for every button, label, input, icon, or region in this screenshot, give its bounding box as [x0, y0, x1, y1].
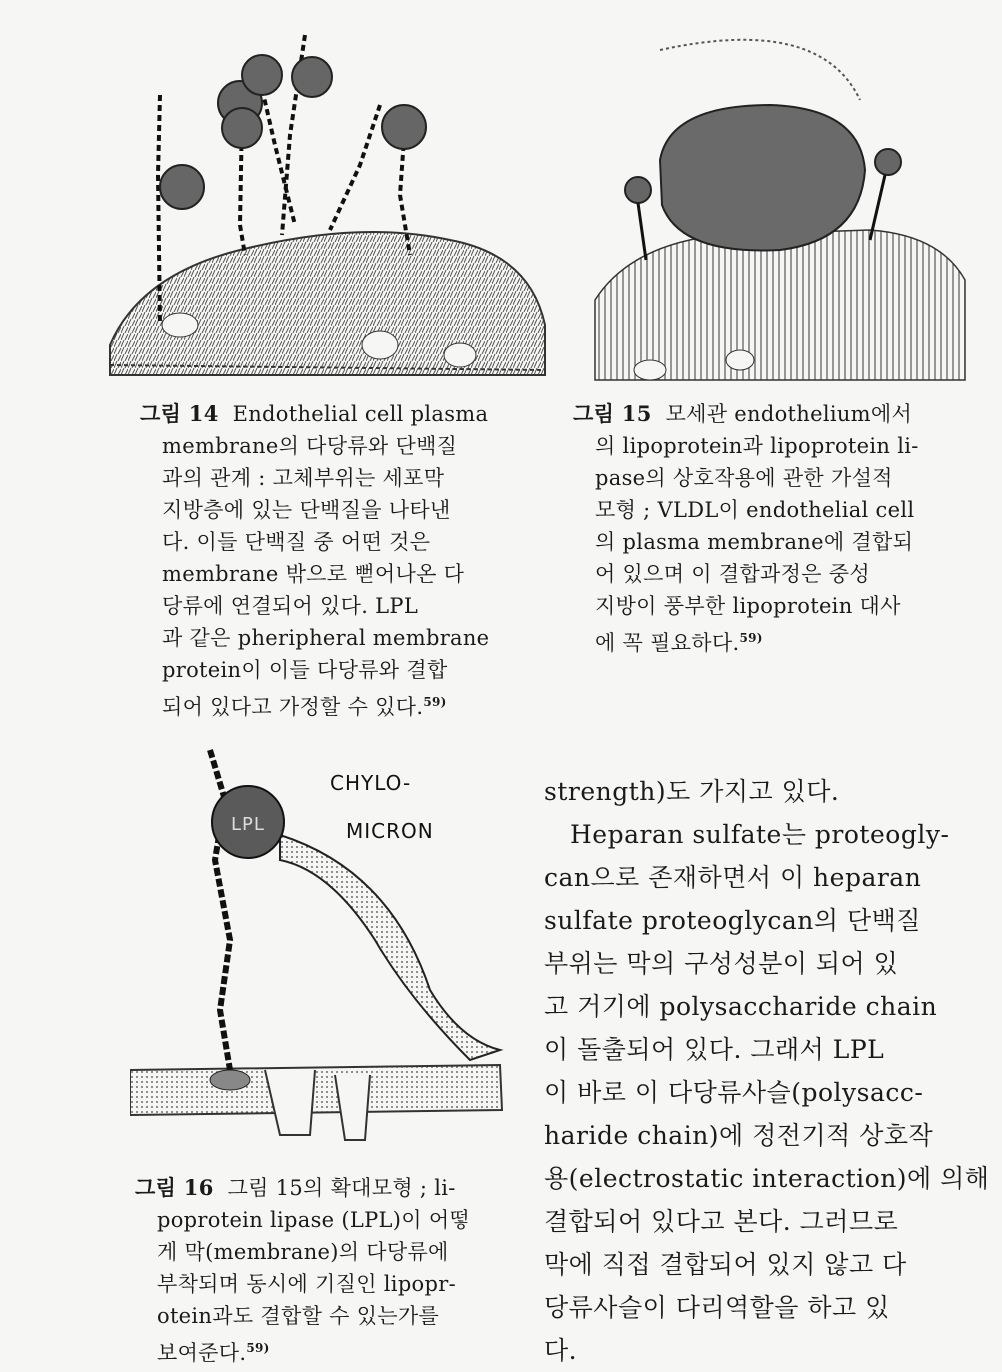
caption-line: 그림 15의 확대모형 ; li- [227, 1176, 456, 1200]
caption-first-line [140, 398, 520, 430]
caption-last-line [135, 1332, 525, 1369]
chylomicron-label-2: MICRON [346, 819, 434, 843]
body-line: 다. [544, 1336, 578, 1365]
caption-line: 게 막(membrane)의 다당류에 [157, 1240, 449, 1264]
caption-line: protein이 이들 다당류와 결합 [162, 658, 448, 682]
caption-line: 의 lipoprotein과 lipoprotein li- [595, 434, 919, 458]
caption-line: 되어 있다고 가정할 수 있다. [162, 695, 424, 719]
caption-line: 에 꼭 필요하다. [595, 631, 740, 655]
caption-line: 모세관 endothelium에서 [665, 402, 913, 426]
lpl-label: LPL [231, 814, 265, 835]
chylomicron-label-1: CHYLO- [330, 771, 412, 795]
body-line: 결합되어 있다고 본다. 그러므로 [544, 1207, 899, 1236]
body-line: haride chain)에 정전기적 상호작 [544, 1121, 934, 1150]
caption-line: 부착되며 동시에 기질인 lipopr- [157, 1272, 456, 1296]
figure-16-caption [135, 1172, 525, 1369]
reference-number: 59) [739, 631, 763, 645]
body-line: 용(electrostatic interaction)에 의해 [544, 1164, 990, 1193]
caption-line: 과의 관계 : 고체부위는 세포막 [162, 466, 445, 490]
caption-last-line [140, 686, 520, 723]
caption-first-line [135, 1172, 525, 1204]
figure-14-caption [140, 398, 520, 723]
reference-number: 59) [423, 695, 447, 709]
body-line: can으로 존재하면서 이 heparan [544, 863, 922, 892]
caption-line: 과 같은 pheripheral membrane [162, 626, 490, 650]
caption-line: 당류에 연결되어 있다. LPL [162, 594, 419, 618]
caption-first-line [573, 398, 963, 430]
caption-last-line [573, 622, 963, 659]
caption-line: 어 있으며 이 결합과정은 중성 [595, 562, 870, 586]
figure-15-caption [573, 398, 963, 659]
caption-line: 보여준다. [157, 1341, 247, 1365]
caption-line: 모형 ; VLDL이 endothelial cell [595, 498, 915, 522]
body-line: 부위는 막의 구성성분이 되어 있 [544, 949, 899, 978]
figure-label: 그림 14 [140, 401, 219, 426]
caption-line: 다. 이들 단백질 중 어떤 것은 [162, 530, 431, 554]
caption-line: membrane 밖으로 뻗어나온 다 [162, 562, 465, 586]
body-line: sulfate proteoglycan의 단백질 [544, 906, 921, 935]
caption-line: 지방층에 있는 단백질을 나타낸 [162, 498, 451, 522]
body-line: 고 거기에 polysaccharide chain [544, 992, 938, 1021]
reference-number: 59) [246, 1341, 270, 1355]
body-line: 당류사슬이 다리역할을 하고 있 [544, 1293, 890, 1322]
body-line: 막에 직접 결합되어 있지 않고 다 [544, 1250, 907, 1279]
body-line: 이 돌출되어 있다. 그래서 LPL [544, 1035, 885, 1064]
caption-line: membrane의 다당류와 단백질 [162, 434, 458, 458]
caption-line: pase의 상호작용에 관한 가설적 [595, 466, 893, 490]
figure-15-illustration [590, 30, 970, 390]
body-line: Heparan sulfate는 proteogly- [570, 820, 950, 849]
body-line: strength)도 가지고 있다. [544, 777, 840, 806]
body-line: 이 바로 이 다당류사슬(polysacc- [544, 1078, 924, 1107]
figure-14-illustration [100, 25, 550, 395]
caption-line: 의 plasma membrane에 결합되 [595, 530, 914, 554]
figure-label: 그림 15 [573, 401, 652, 426]
caption-line: poprotein lipase (LPL)이 어떻 [157, 1208, 471, 1232]
caption-line: otein과도 결합할 수 있는가를 [157, 1304, 440, 1328]
caption-line: Endothelial cell plasma [232, 402, 489, 426]
caption-line: 지방이 풍부한 lipoprotein 대사 [595, 594, 901, 618]
figure-16-illustration [130, 740, 510, 1170]
figure-label: 그림 16 [135, 1175, 214, 1200]
body-text-column [544, 770, 990, 1372]
